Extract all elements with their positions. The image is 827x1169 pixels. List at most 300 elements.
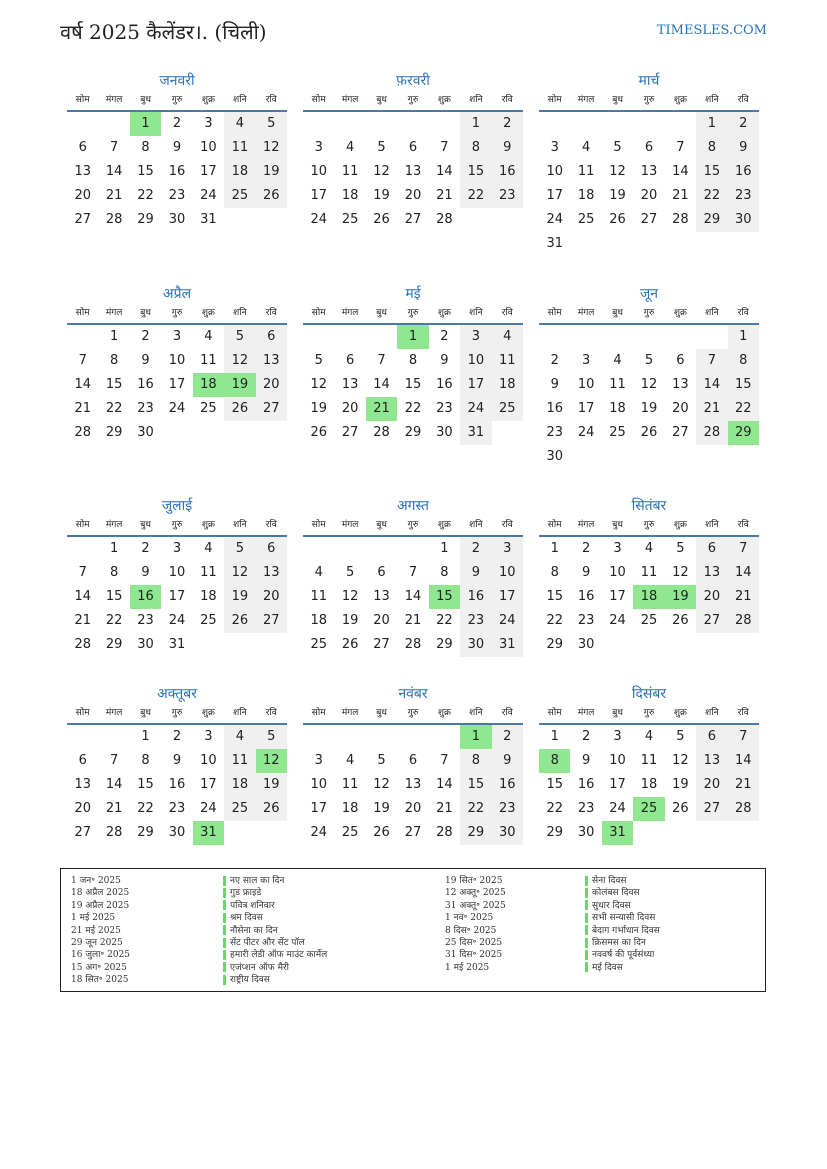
day-cell[interactable]: 11 — [200, 353, 217, 368]
day-cell[interactable]: 31 — [460, 421, 491, 445]
day-cell[interactable]: 12 — [256, 136, 287, 160]
day-cell[interactable]: 22 — [137, 801, 154, 816]
day-cell[interactable]: 4 — [644, 541, 654, 556]
day-cell[interactable]: 6 — [256, 537, 287, 561]
day-cell[interactable]: 12 — [224, 561, 255, 585]
day-cell[interactable]: 7 — [440, 140, 449, 155]
day-cell[interactable]: 25 — [341, 212, 359, 227]
day-cell[interactable]: 8 — [408, 353, 418, 368]
day-cell[interactable]: 8 — [696, 136, 727, 160]
day-cell[interactable]: 18 — [492, 373, 523, 397]
day-cell[interactable]: 26 — [256, 184, 287, 208]
day-cell[interactable]: 17 — [200, 777, 217, 792]
day-cell[interactable]: 29 — [460, 821, 491, 845]
day-cell[interactable]: 5 — [377, 140, 386, 155]
day-cell[interactable]: 28 — [74, 637, 91, 652]
day-cell[interactable]: 23 — [492, 184, 523, 208]
day-cell[interactable]: 19 — [310, 401, 327, 416]
day-cell[interactable]: 19 — [609, 188, 626, 203]
day-cell[interactable]: 17 — [546, 188, 563, 203]
day-cell[interactable]: 1 — [728, 325, 759, 349]
day-cell[interactable]: 29 — [728, 421, 759, 445]
day-cell[interactable]: 1 — [696, 112, 727, 136]
day-cell[interactable]: 7 — [377, 353, 386, 368]
day-cell[interactable]: 10 — [577, 377, 595, 392]
day-cell[interactable]: 18 — [609, 401, 626, 416]
day-cell[interactable]: 29 — [696, 208, 727, 232]
day-cell[interactable]: 6 — [696, 537, 727, 561]
day-cell[interactable]: 17 — [492, 585, 523, 609]
day-cell[interactable]: 14 — [373, 377, 390, 392]
day-cell[interactable]: 3 — [314, 140, 323, 155]
day-cell[interactable]: 29 — [137, 212, 154, 227]
day-cell[interactable]: 1 — [550, 541, 559, 556]
day-cell[interactable]: 7 — [109, 753, 119, 768]
day-cell[interactable]: 28 — [696, 421, 727, 445]
day-cell[interactable]: 23 — [577, 801, 595, 816]
day-cell[interactable]: 26 — [310, 425, 327, 440]
day-cell[interactable]: 9 — [141, 353, 150, 368]
day-cell[interactable]: 23 — [436, 401, 453, 416]
day-cell[interactable]: 21 — [728, 585, 759, 609]
day-cell[interactable]: 17 — [310, 801, 327, 816]
day-cell[interactable]: 19 — [373, 188, 390, 203]
day-cell[interactable]: 20 — [696, 773, 727, 797]
day-cell[interactable]: 2 — [141, 329, 150, 344]
day-cell[interactable]: 17 — [609, 589, 626, 604]
day-cell[interactable]: 10 — [310, 777, 327, 792]
day-cell[interactable]: 23 — [460, 609, 491, 633]
day-cell[interactable]: 6 — [676, 353, 685, 368]
day-cell[interactable]: 29 — [546, 825, 563, 840]
day-cell[interactable]: 11 — [341, 164, 359, 179]
day-cell[interactable]: 2 — [141, 541, 150, 556]
day-cell[interactable]: 4 — [224, 112, 255, 136]
day-cell[interactable]: 15 — [429, 585, 460, 609]
day-cell[interactable]: 3 — [613, 729, 622, 744]
day-cell[interactable]: 21 — [696, 397, 727, 421]
day-cell[interactable]: 30 — [436, 425, 453, 440]
day-cell[interactable]: 14 — [105, 164, 123, 179]
day-cell[interactable]: 9 — [728, 136, 759, 160]
day-cell[interactable]: 28 — [672, 212, 689, 227]
day-cell[interactable]: 12 — [310, 377, 327, 392]
day-cell[interactable]: 1 — [397, 325, 428, 349]
day-cell[interactable]: 5 — [224, 537, 255, 561]
day-cell[interactable]: 2 — [492, 725, 523, 749]
day-cell[interactable]: 13 — [74, 777, 91, 792]
day-cell[interactable]: 23 — [728, 184, 759, 208]
day-cell[interactable]: 20 — [341, 401, 359, 416]
day-cell[interactable]: 21 — [74, 613, 91, 628]
day-cell[interactable]: 30 — [492, 821, 523, 845]
day-cell[interactable]: 8 — [109, 565, 119, 580]
day-cell[interactable]: 1 — [440, 541, 449, 556]
day-cell[interactable]: 19 — [672, 777, 689, 792]
day-cell[interactable]: 26 — [341, 637, 359, 652]
day-cell[interactable]: 31 — [168, 637, 186, 652]
day-cell[interactable]: 28 — [105, 825, 123, 840]
day-cell[interactable]: 24 — [168, 401, 186, 416]
day-cell[interactable]: 16 — [492, 160, 523, 184]
day-cell[interactable]: 15 — [137, 777, 154, 792]
day-cell[interactable]: 22 — [728, 397, 759, 421]
day-cell[interactable]: 13 — [256, 561, 287, 585]
day-cell[interactable]: 5 — [676, 541, 685, 556]
day-cell[interactable]: 9 — [172, 140, 182, 155]
day-cell[interactable]: 6 — [78, 140, 87, 155]
day-cell[interactable]: 1 — [109, 541, 119, 556]
day-cell[interactable]: 27 — [256, 609, 287, 633]
day-cell[interactable]: 27 — [74, 825, 91, 840]
day-cell[interactable]: 23 — [577, 613, 595, 628]
day-cell[interactable]: 17 — [460, 373, 491, 397]
day-cell[interactable]: 10 — [200, 140, 217, 155]
day-cell[interactable]: 2 — [492, 112, 523, 136]
day-cell[interactable]: 30 — [137, 637, 154, 652]
day-cell[interactable]: 11 — [492, 349, 523, 373]
day-cell[interactable]: 10 — [460, 349, 491, 373]
day-cell[interactable]: 12 — [609, 164, 626, 179]
day-cell[interactable]: 4 — [224, 725, 255, 749]
day-cell[interactable]: 26 — [609, 212, 626, 227]
day-cell[interactable]: 15 — [696, 160, 727, 184]
day-cell[interactable]: 13 — [256, 349, 287, 373]
day-cell[interactable]: 13 — [672, 377, 689, 392]
day-cell[interactable]: 10 — [168, 565, 186, 580]
brand-link[interactable]: TIMESLES.COM — [656, 23, 767, 38]
day-cell[interactable]: 30 — [546, 449, 563, 464]
day-cell[interactable]: 19 — [373, 801, 390, 816]
day-cell[interactable]: 29 — [404, 425, 422, 440]
day-cell[interactable]: 24 — [577, 425, 595, 440]
day-cell[interactable]: 9 — [581, 565, 591, 580]
day-cell[interactable]: 29 — [546, 637, 563, 652]
day-cell[interactable]: 26 — [672, 613, 689, 628]
day-cell[interactable]: 1 — [130, 112, 161, 136]
day-cell[interactable]: 21 — [672, 188, 689, 203]
day-cell[interactable]: 29 — [105, 637, 123, 652]
day-cell[interactable]: 8 — [460, 136, 491, 160]
day-cell[interactable]: 30 — [137, 425, 154, 440]
day-cell[interactable]: 27 — [373, 637, 390, 652]
day-cell[interactable]: 5 — [256, 112, 287, 136]
day-cell[interactable]: 7 — [109, 140, 119, 155]
day-cell[interactable]: 10 — [546, 164, 563, 179]
day-cell[interactable]: 18 — [224, 160, 255, 184]
day-cell[interactable]: 20 — [256, 373, 287, 397]
day-cell[interactable]: 18 — [640, 777, 658, 792]
day-cell[interactable]: 12 — [256, 749, 287, 773]
day-cell[interactable]: 23 — [137, 401, 154, 416]
day-cell[interactable]: 25 — [492, 397, 523, 421]
day-cell[interactable]: 8 — [141, 140, 150, 155]
day-cell[interactable]: 11 — [224, 749, 255, 773]
day-cell[interactable]: 7 — [78, 565, 87, 580]
day-cell[interactable]: 8 — [141, 753, 150, 768]
day-cell[interactable]: 16 — [137, 377, 154, 392]
day-cell[interactable]: 3 — [314, 753, 323, 768]
day-cell[interactable]: 17 — [200, 164, 217, 179]
day-cell[interactable]: 22 — [404, 401, 422, 416]
day-cell[interactable]: 21 — [404, 613, 422, 628]
day-cell[interactable]: 29 — [105, 425, 123, 440]
day-cell[interactable]: 27 — [256, 397, 287, 421]
day-cell[interactable]: 2 — [440, 329, 449, 344]
day-cell[interactable]: 4 — [613, 353, 622, 368]
day-cell[interactable]: 21 — [436, 801, 453, 816]
day-cell[interactable]: 16 — [546, 401, 563, 416]
day-cell[interactable]: 14 — [74, 589, 91, 604]
day-cell[interactable]: 11 — [640, 753, 658, 768]
day-cell[interactable]: 15 — [460, 773, 491, 797]
day-cell[interactable]: 10 — [609, 753, 626, 768]
day-cell[interactable]: 31 — [193, 821, 224, 845]
day-cell[interactable]: 30 — [577, 637, 595, 652]
day-cell[interactable]: 28 — [728, 797, 759, 821]
day-cell[interactable]: 9 — [172, 753, 182, 768]
day-cell[interactable]: 3 — [172, 329, 182, 344]
day-cell[interactable]: 15 — [460, 160, 491, 184]
day-cell[interactable]: 26 — [373, 825, 390, 840]
day-cell[interactable]: 25 — [224, 184, 255, 208]
day-cell[interactable]: 26 — [640, 425, 658, 440]
day-cell[interactable]: 21 — [74, 401, 91, 416]
day-cell[interactable]: 13 — [696, 749, 727, 773]
day-cell[interactable]: 21 — [105, 801, 123, 816]
day-cell[interactable]: 24 — [310, 825, 327, 840]
day-cell[interactable]: 22 — [105, 401, 123, 416]
day-cell[interactable]: 3 — [550, 140, 559, 155]
day-cell[interactable]: 26 — [373, 212, 390, 227]
day-cell[interactable]: 3 — [172, 541, 182, 556]
day-cell[interactable]: 1 — [141, 729, 150, 744]
day-cell[interactable]: 14 — [404, 589, 422, 604]
day-cell[interactable]: 28 — [105, 212, 123, 227]
day-cell[interactable]: 20 — [404, 188, 422, 203]
day-cell[interactable]: 18 — [193, 373, 224, 397]
day-cell[interactable]: 19 — [341, 613, 359, 628]
day-cell[interactable]: 8 — [460, 749, 491, 773]
day-cell[interactable]: 2 — [550, 353, 559, 368]
day-cell[interactable]: 26 — [224, 397, 255, 421]
day-cell[interactable]: 28 — [404, 637, 422, 652]
day-cell[interactable]: 15 — [105, 589, 123, 604]
day-cell[interactable]: 19 — [640, 401, 658, 416]
day-cell[interactable]: 25 — [200, 613, 217, 628]
day-cell[interactable]: 22 — [137, 188, 154, 203]
day-cell[interactable]: 4 — [492, 325, 523, 349]
day-cell[interactable]: 18 — [310, 613, 327, 628]
day-cell[interactable]: 27 — [696, 609, 727, 633]
day-cell[interactable]: 12 — [224, 349, 255, 373]
day-cell[interactable]: 7 — [440, 753, 449, 768]
day-cell[interactable]: 6 — [408, 140, 418, 155]
day-cell[interactable]: 5 — [377, 753, 386, 768]
day-cell[interactable]: 25 — [310, 637, 327, 652]
day-cell[interactable]: 22 — [546, 801, 563, 816]
day-cell[interactable]: 31 — [602, 821, 633, 845]
day-cell[interactable]: 5 — [644, 353, 654, 368]
day-cell[interactable]: 13 — [640, 164, 658, 179]
day-cell[interactable]: 23 — [137, 613, 154, 628]
day-cell[interactable]: 23 — [168, 188, 186, 203]
day-cell[interactable]: 23 — [492, 797, 523, 821]
day-cell[interactable]: 4 — [204, 541, 213, 556]
day-cell[interactable]: 20 — [640, 188, 658, 203]
day-cell[interactable]: 19 — [224, 373, 255, 397]
day-cell[interactable]: 9 — [492, 136, 523, 160]
day-cell[interactable]: 9 — [440, 353, 449, 368]
day-cell[interactable]: 6 — [345, 353, 355, 368]
day-cell[interactable]: 24 — [200, 188, 217, 203]
day-cell[interactable]: 16 — [130, 585, 161, 609]
day-cell[interactable]: 7 — [728, 725, 759, 749]
day-cell[interactable]: 12 — [341, 589, 359, 604]
day-cell[interactable]: 19 — [256, 773, 287, 797]
day-cell[interactable]: 25 — [633, 797, 664, 821]
day-cell[interactable]: 9 — [581, 753, 591, 768]
day-cell[interactable]: 7 — [696, 349, 727, 373]
day-cell[interactable]: 3 — [204, 729, 213, 744]
day-cell[interactable]: 9 — [492, 749, 523, 773]
day-cell[interactable]: 4 — [204, 329, 213, 344]
day-cell[interactable]: 27 — [404, 825, 422, 840]
day-cell[interactable]: 22 — [460, 184, 491, 208]
day-cell[interactable]: 29 — [436, 637, 453, 652]
day-cell[interactable]: 27 — [696, 797, 727, 821]
day-cell[interactable]: 5 — [314, 353, 323, 368]
day-cell[interactable]: 15 — [546, 589, 563, 604]
day-cell[interactable]: 16 — [492, 773, 523, 797]
day-cell[interactable]: 9 — [141, 565, 150, 580]
day-cell[interactable]: 27 — [74, 212, 91, 227]
day-cell[interactable]: 22 — [546, 613, 563, 628]
day-cell[interactable]: 14 — [672, 164, 689, 179]
day-cell[interactable]: 30 — [577, 825, 595, 840]
day-cell[interactable]: 5 — [256, 725, 287, 749]
day-cell[interactable]: 18 — [200, 589, 217, 604]
day-cell[interactable]: 18 — [224, 773, 255, 797]
day-cell[interactable]: 8 — [728, 349, 759, 373]
day-cell[interactable]: 13 — [74, 164, 91, 179]
day-cell[interactable]: 3 — [204, 116, 213, 131]
day-cell[interactable]: 20 — [672, 401, 689, 416]
day-cell[interactable]: 10 — [200, 753, 217, 768]
day-cell[interactable]: 11 — [609, 377, 626, 392]
day-cell[interactable]: 25 — [341, 825, 359, 840]
day-cell[interactable]: 11 — [310, 589, 327, 604]
day-cell[interactable]: 24 — [609, 801, 626, 816]
day-cell[interactable]: 20 — [404, 801, 422, 816]
day-cell[interactable]: 24 — [310, 212, 327, 227]
day-cell[interactable]: 15 — [546, 777, 563, 792]
day-cell[interactable]: 20 — [74, 188, 91, 203]
day-cell[interactable]: 10 — [310, 164, 327, 179]
day-cell[interactable]: 31 — [492, 633, 523, 657]
day-cell[interactable]: 13 — [373, 589, 390, 604]
day-cell[interactable]: 7 — [676, 140, 685, 155]
day-cell[interactable]: 21 — [436, 188, 453, 203]
day-cell[interactable]: 4 — [345, 753, 355, 768]
day-cell[interactable]: 9 — [460, 561, 491, 585]
day-cell[interactable]: 12 — [373, 164, 390, 179]
day-cell[interactable]: 3 — [492, 537, 523, 561]
day-cell[interactable]: 19 — [256, 160, 287, 184]
day-cell[interactable]: 12 — [640, 377, 658, 392]
day-cell[interactable]: 6 — [78, 753, 87, 768]
day-cell[interactable]: 5 — [345, 565, 355, 580]
day-cell[interactable]: 14 — [105, 777, 123, 792]
day-cell[interactable]: 29 — [137, 825, 154, 840]
day-cell[interactable]: 30 — [460, 633, 491, 657]
day-cell[interactable]: 26 — [672, 801, 689, 816]
day-cell[interactable]: 13 — [696, 561, 727, 585]
day-cell[interactable]: 2 — [581, 541, 591, 556]
day-cell[interactable]: 4 — [644, 729, 654, 744]
day-cell[interactable]: 15 — [137, 164, 154, 179]
day-cell[interactable]: 17 — [310, 188, 327, 203]
day-cell[interactable]: 31 — [546, 236, 563, 251]
day-cell[interactable]: 28 — [74, 425, 91, 440]
day-cell[interactable]: 20 — [696, 585, 727, 609]
day-cell[interactable]: 30 — [168, 212, 186, 227]
day-cell[interactable]: 18 — [577, 188, 595, 203]
day-cell[interactable]: 6 — [644, 140, 654, 155]
day-cell[interactable]: 21 — [366, 397, 397, 421]
day-cell[interactable]: 7 — [78, 353, 87, 368]
day-cell[interactable]: 15 — [404, 377, 422, 392]
day-cell[interactable]: 11 — [224, 136, 255, 160]
day-cell[interactable]: 9 — [550, 377, 559, 392]
day-cell[interactable]: 6 — [377, 565, 386, 580]
day-cell[interactable]: 10 — [168, 353, 186, 368]
day-cell[interactable]: 24 — [460, 397, 491, 421]
day-cell[interactable]: 11 — [640, 565, 658, 580]
day-cell[interactable]: 30 — [728, 208, 759, 232]
day-cell[interactable]: 25 — [577, 212, 595, 227]
day-cell[interactable]: 22 — [436, 613, 453, 628]
day-cell[interactable]: 16 — [728, 160, 759, 184]
day-cell[interactable]: 26 — [256, 797, 287, 821]
day-cell[interactable]: 17 — [609, 777, 626, 792]
day-cell[interactable]: 16 — [577, 589, 595, 604]
day-cell[interactable]: 25 — [640, 613, 658, 628]
day-cell[interactable]: 17 — [168, 377, 186, 392]
day-cell[interactable]: 5 — [224, 325, 255, 349]
day-cell[interactable]: 19 — [224, 585, 255, 609]
day-cell[interactable]: 23 — [168, 801, 186, 816]
day-cell[interactable]: 28 — [436, 212, 453, 227]
day-cell[interactable]: 12 — [672, 565, 689, 580]
day-cell[interactable]: 24 — [168, 613, 186, 628]
day-cell[interactable]: 22 — [105, 613, 123, 628]
day-cell[interactable]: 6 — [256, 325, 287, 349]
day-cell[interactable]: 14 — [728, 749, 759, 773]
day-cell[interactable]: 16 — [168, 164, 186, 179]
day-cell[interactable]: 2 — [172, 116, 182, 131]
day-cell[interactable]: 31 — [200, 212, 217, 227]
day-cell[interactable]: 11 — [200, 565, 217, 580]
day-cell[interactable]: 10 — [492, 561, 523, 585]
day-cell[interactable]: 25 — [200, 401, 217, 416]
day-cell[interactable]: 12 — [672, 753, 689, 768]
day-cell[interactable]: 1 — [460, 725, 491, 749]
day-cell[interactable]: 6 — [696, 725, 727, 749]
day-cell[interactable]: 14 — [74, 377, 91, 392]
day-cell[interactable]: 16 — [436, 377, 453, 392]
day-cell[interactable]: 8 — [440, 565, 449, 580]
